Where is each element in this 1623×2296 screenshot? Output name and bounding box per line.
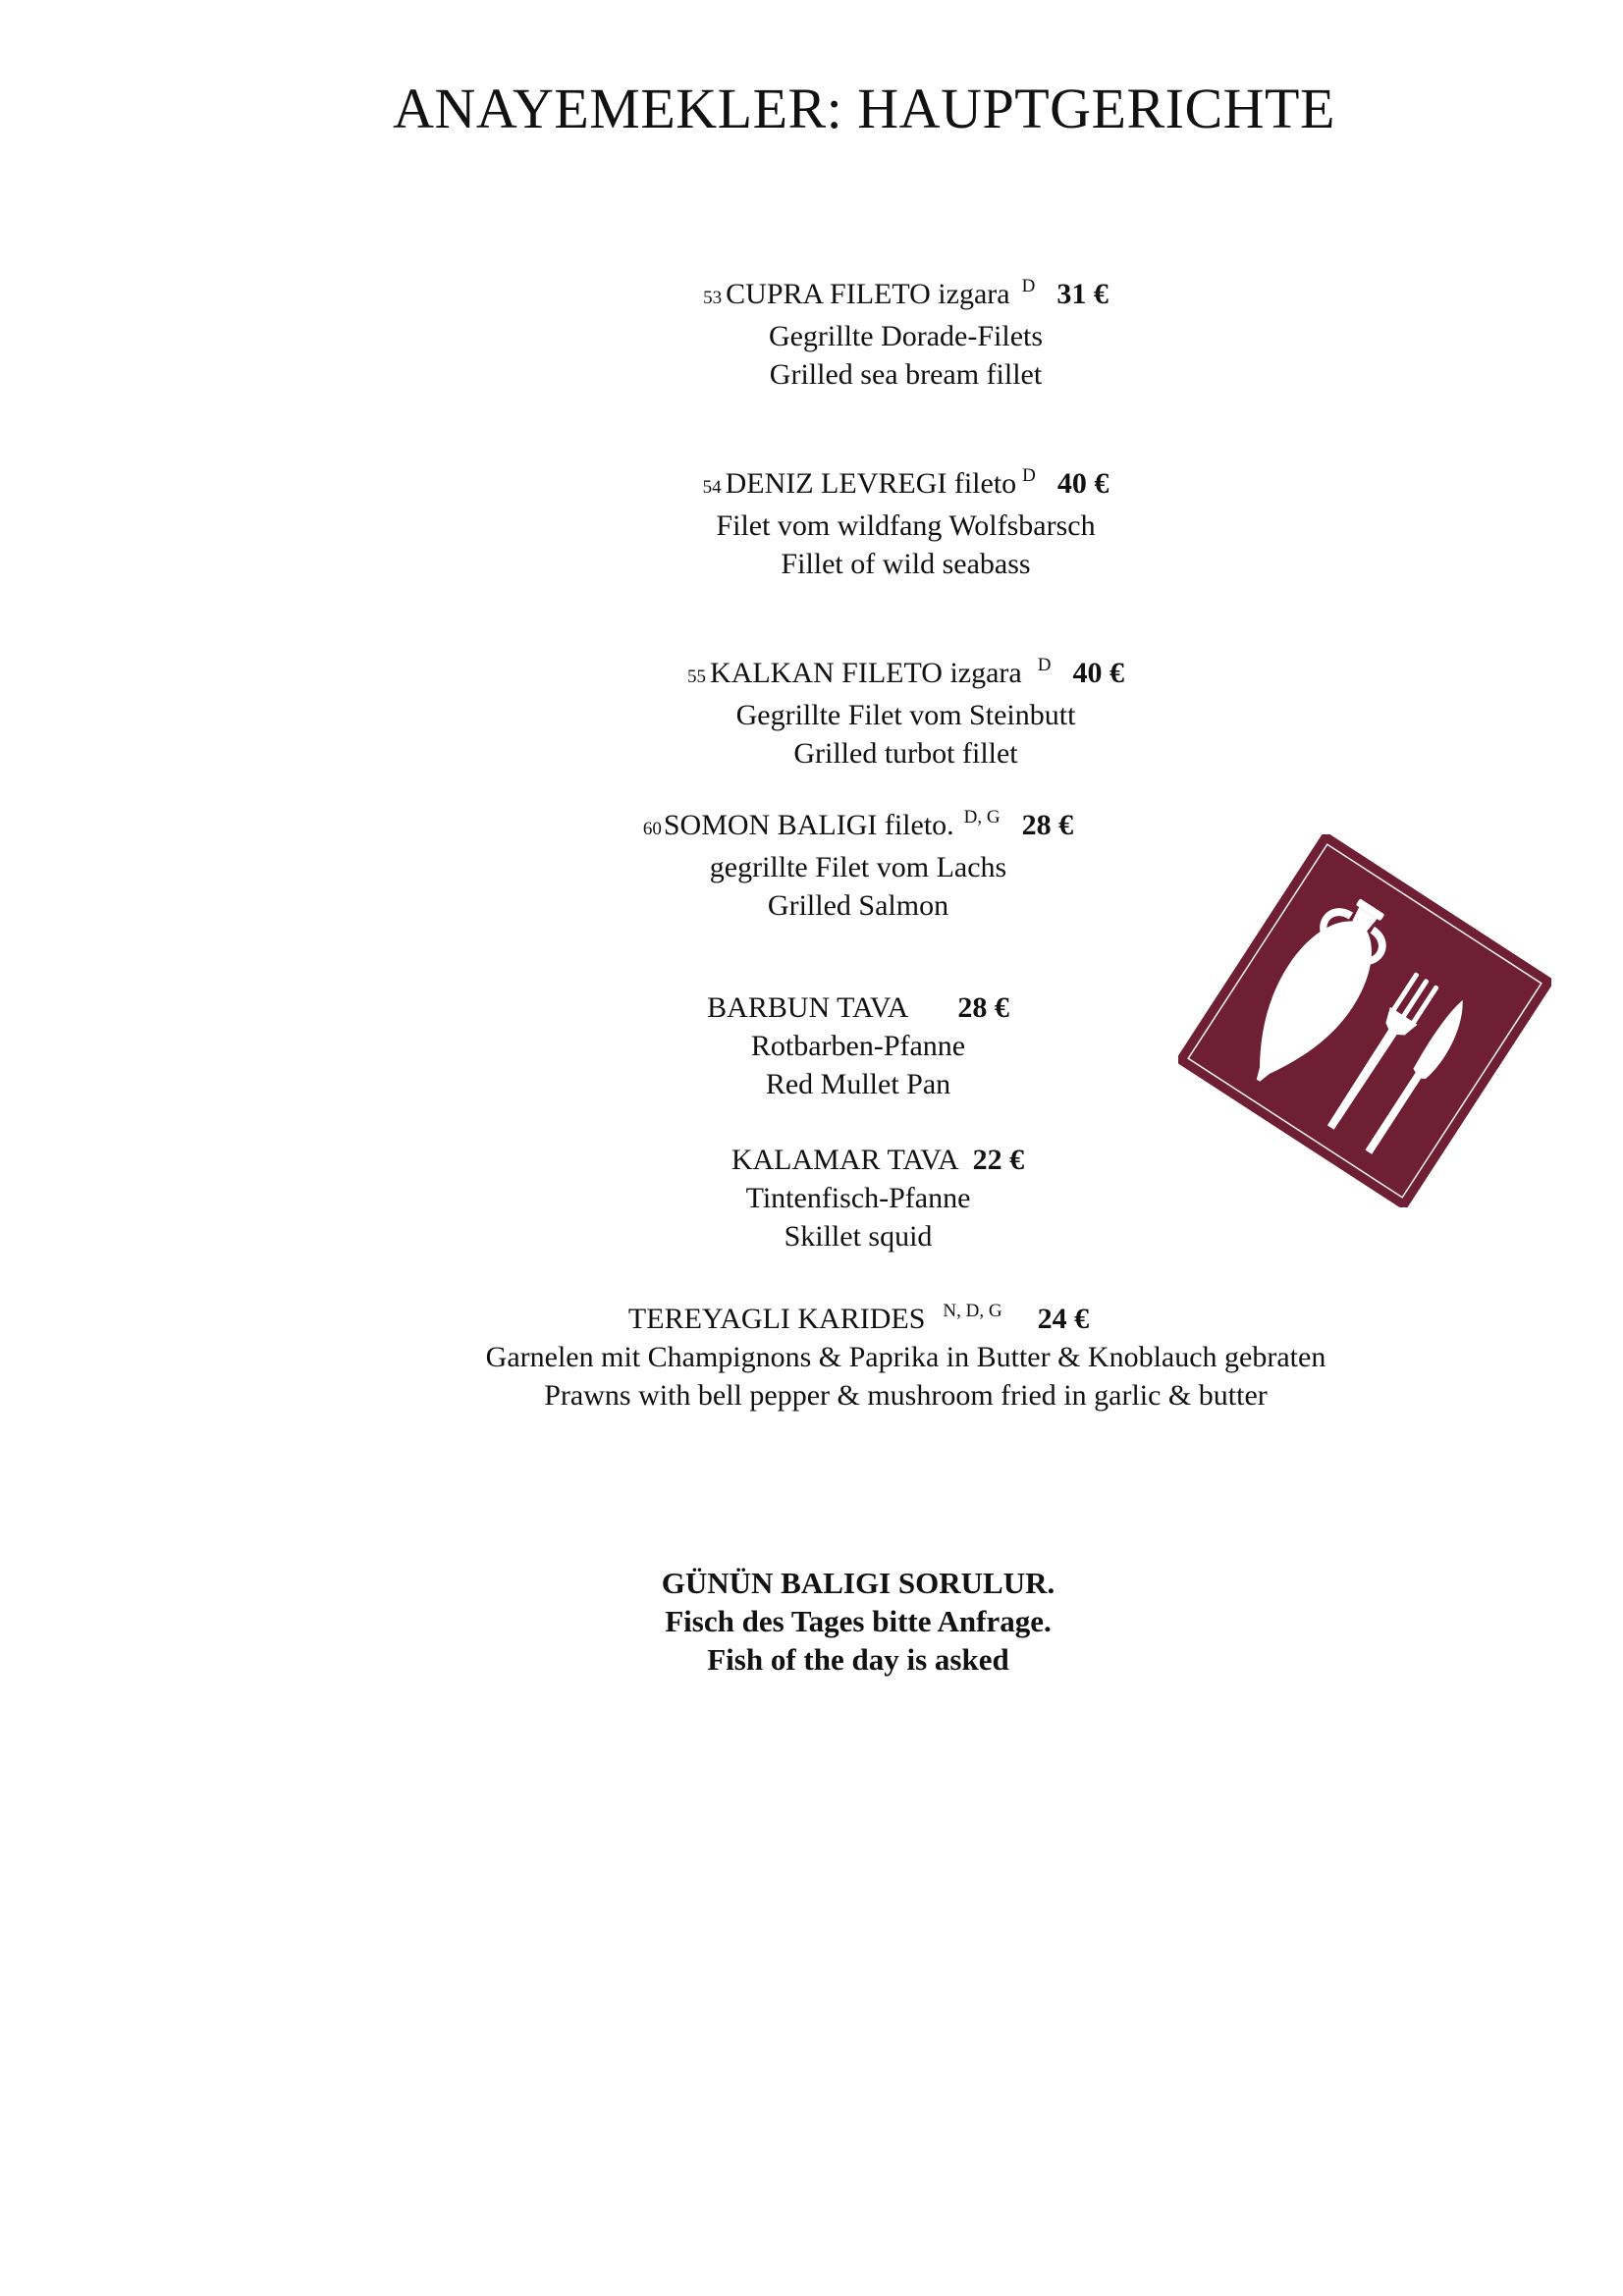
item-description-de: Rotbarben-Pfanne (750, 1030, 966, 1062)
item-name: KALKAN FILETO izgara (710, 657, 1022, 689)
menu-item-heading (0, 646, 1623, 696)
menu-item (0, 646, 1623, 773)
item-description-en: Grilled Salmon (767, 889, 949, 922)
item-name: SOMON BALIGI fileto. (663, 809, 954, 841)
allergen-codes: N, D, G (943, 1301, 1002, 1321)
item-price: 31 € (1056, 278, 1109, 310)
menu-item (0, 456, 1623, 583)
item-name: BARBUN TAVA (707, 991, 909, 1024)
item-description-en: Grilled turbot fillet (793, 737, 1018, 770)
amphora-fork-knife-icon (1178, 834, 1551, 1207)
item-number: 53 (703, 288, 723, 308)
note-de: Fisch des Tages bitte Anfrage. (665, 1604, 1052, 1638)
item-description-en: Skillet squid (784, 1220, 933, 1253)
allergen-codes: D, G (963, 807, 1001, 828)
item-description-de: Gegrillte Dorade-Filets (768, 320, 1044, 352)
item-description-de: Tintenfisch-Pfanne (745, 1182, 971, 1214)
item-description-de: gegrillte Filet vom Lachs (709, 851, 1007, 883)
item-description-de: Garnelen mit Champignons & Paprika in Butter & Knoblauch gebraten (485, 1341, 1326, 1373)
item-price: 40 € (1056, 467, 1109, 500)
note-tr: GÜNÜN BALIGI SORULUR. (661, 1566, 1055, 1600)
item-name: KALAMAR TAVA (730, 1144, 959, 1176)
item-price: 40 € (1072, 657, 1124, 689)
item-description-en: Grilled sea bream fillet (769, 358, 1043, 391)
item-name: CUPRA FILETO izgara (726, 278, 1010, 310)
menu-item-heading (0, 267, 1623, 317)
menu-item-heading (0, 1292, 1623, 1338)
page-title: ANAYEMEKLER: HAUPTGERICHTE (393, 77, 1335, 140)
item-price: 24 € (1037, 1303, 1090, 1335)
item-description-en: Fillet of wild seabass (781, 548, 1031, 580)
menu-item-heading (0, 456, 1623, 507)
item-description-en: Red Mullet Pan (765, 1068, 951, 1100)
item-description-de: Filet vom wildfang Wolfsbarsch (716, 509, 1096, 542)
item-name: TEREYAGLI KARIDES (627, 1303, 926, 1335)
item-description-de: Gegrillte Filet vom Steinbutt (735, 699, 1076, 731)
item-number: 60 (642, 819, 662, 839)
allergen-codes: D (1021, 276, 1036, 296)
note-en: Fish of the day is asked (707, 1642, 1009, 1677)
item-name: DENIZ LEVREGI fileto (725, 467, 1017, 500)
item-description-en: Prawns with bell pepper & mushroom fried in garlic & butter (544, 1379, 1268, 1412)
menu-item (0, 267, 1623, 394)
item-price: 22 € (972, 1144, 1025, 1176)
item-number: 54 (702, 477, 722, 498)
allergen-codes: D (1037, 655, 1052, 675)
item-price: 28 € (1021, 809, 1074, 841)
item-price: 28 € (957, 991, 1009, 1024)
menu-item (0, 1292, 1623, 1415)
allergen-codes: D (1022, 465, 1036, 486)
fish-of-the-day-note (0, 1564, 1623, 1679)
item-number: 55 (687, 667, 707, 687)
